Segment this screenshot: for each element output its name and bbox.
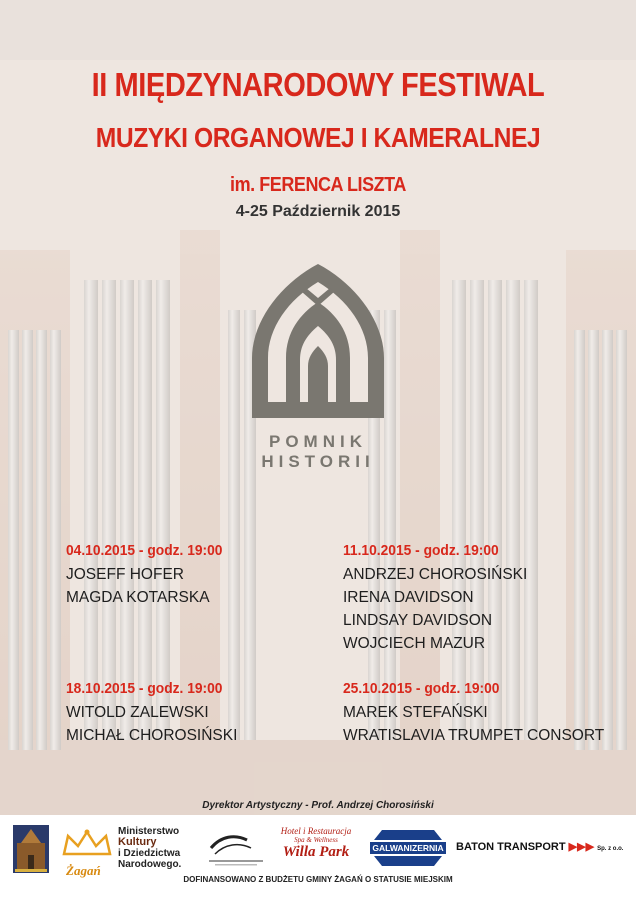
hotel-line2: Spa & Wellness <box>294 836 338 844</box>
galwanizernia-wordmark: GALWANIZERNIA <box>372 843 444 853</box>
concert-block <box>66 680 237 747</box>
emblem-caption-line2: HISTORII <box>261 452 375 471</box>
performer: WITOLD ZALEWSKI <box>66 704 209 721</box>
concert-block <box>343 680 604 747</box>
zagan-wordmark: Żagań <box>66 863 101 878</box>
baton-suffix: Sp. z o.o. <box>597 846 624 852</box>
ministry-line2: Kultury <box>118 836 157 848</box>
festival-title-line1: II MIĘDZYNARODOWY FESTIWAL <box>91 66 545 103</box>
festival-title-line2: MUZYKI ORGANOWEJ I KAMERALNEJ <box>95 122 541 153</box>
ministry-line3: i Dziedzictwa <box>118 848 181 859</box>
funding-note: DOFINANSOWANO Z BUDŻETU GMINY ŻAGAŃ O STATUSIE MIEJSKIM <box>183 875 453 884</box>
concert-date: 25.10.2015 - godz. 19:00 <box>343 680 500 697</box>
performer: IRENA DAVIDSON <box>343 589 474 606</box>
performer: WOJCIECH MAZUR <box>343 635 486 652</box>
festival-dates: 4-25 Październik 2015 <box>235 203 401 220</box>
artistic-director: Dyrektor Artystyczny - Prof. Andrzej Chorosiński <box>202 800 434 811</box>
concert-date: 18.10.2015 - godz. 19:00 <box>66 680 223 697</box>
baton-transport-logo <box>456 840 626 860</box>
galwanizernia-logo <box>368 828 448 868</box>
baton-wordmark: BATON TRANSPORT <box>456 841 566 853</box>
ministry-line4: Narodowego. <box>118 859 182 870</box>
performer: LINDSAY DAVIDSON <box>343 612 493 629</box>
ministry-of-culture-logo <box>118 826 206 872</box>
hotel-line1: Hotel i Restauracja <box>280 826 352 836</box>
gothic-window-emblem-icon <box>250 262 386 418</box>
performer: MAREK STEFAŃSKI <box>343 704 488 721</box>
performer: MAGDA KOTARSKA <box>66 589 210 606</box>
double-chevron-right-icon: ▶▶▶ <box>568 841 595 853</box>
zagan-logo <box>58 828 116 878</box>
concert-block <box>66 542 236 609</box>
hotel-line3: Willa Park <box>282 844 350 860</box>
concert-block <box>343 542 527 655</box>
ministry-line1: Ministerstwo <box>118 826 180 837</box>
concert-date: 04.10.2015 - godz. 19:00 <box>66 542 223 559</box>
association-logo-icon <box>205 828 267 868</box>
concert-date: 11.10.2015 - godz. 19:00 <box>343 542 499 559</box>
performer: WRATISLAVIA TRUMPET CONSORT <box>343 727 605 744</box>
performer: ANDRZEJ CHOROSIŃSKI <box>343 566 528 583</box>
performer: JOSEFF HOFER <box>66 566 184 583</box>
festival-patron: im. FERENCA LISZTA <box>230 174 406 196</box>
performer: MICHAŁ CHOROSIŃSKI <box>66 727 238 744</box>
castle-emblem-icon <box>13 825 49 873</box>
zagan-crown-icon <box>58 828 116 858</box>
hotel-willa-park-logo <box>276 826 356 870</box>
emblem-caption-line1: POMNIK <box>269 432 367 451</box>
